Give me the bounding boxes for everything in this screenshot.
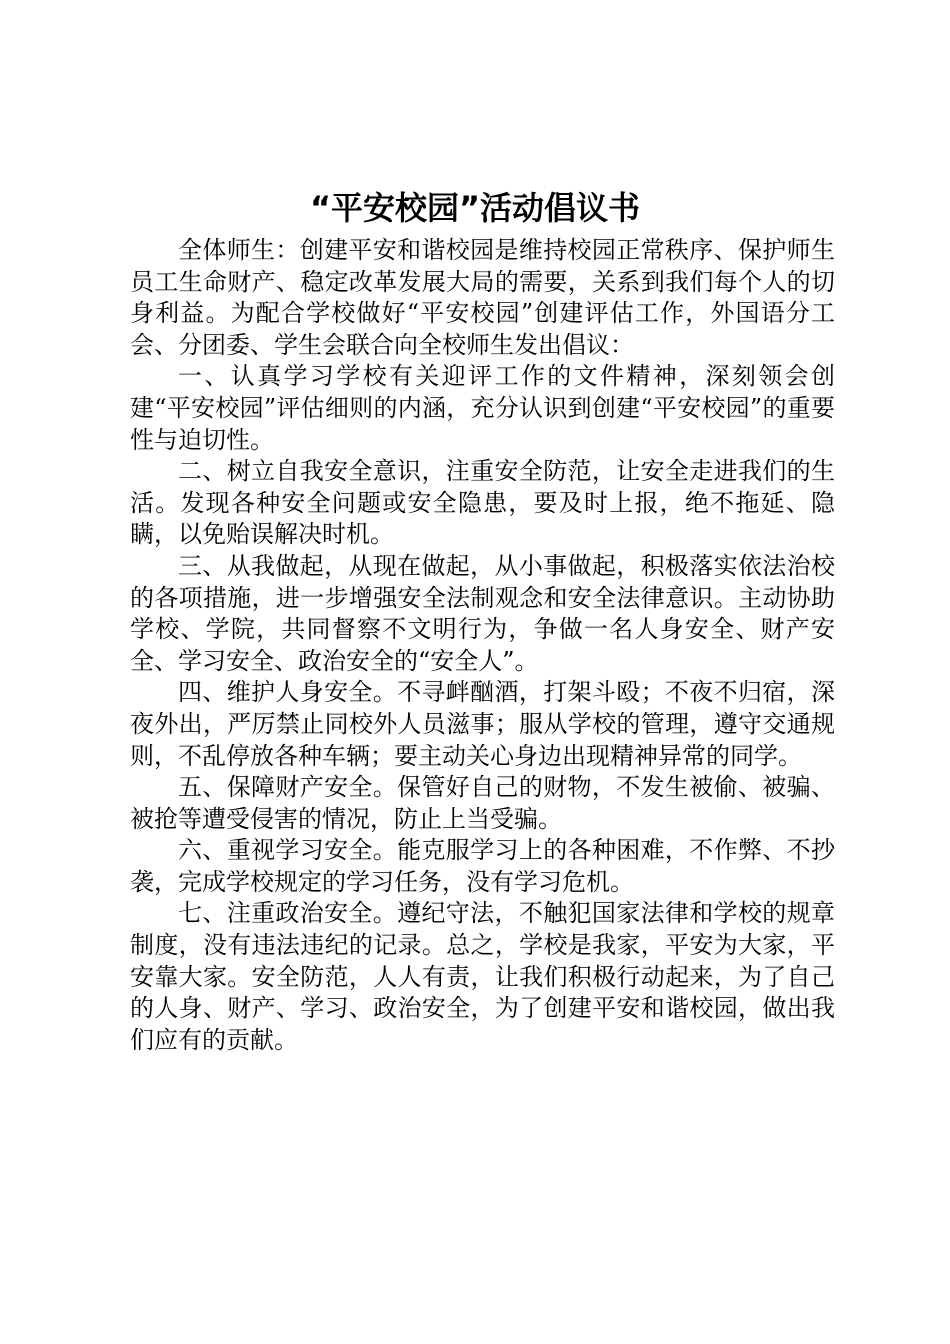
paragraph-item-3: 三、从我做起，从现在做起，从小事做起，积极落实依法治校的各项措施，进一步增强安全法制观念和安全法律意识。主动协助学校、学院，共同督察不文明行为，争做一名人身安全、财产安全、学习安全、政治安全的“安全人”。	[130, 551, 835, 675]
document-body	[130, 235, 835, 1056]
paragraph-item-6: 六、重视学习安全。能克服学习上的各种困难，不作弊、不抄袭，完成学校规定的学习任务，没有学习危机。	[130, 836, 835, 896]
paragraph-intro: 全体师生：创建平安和谐校园是维持校园正常秩序、保护师生员工生命财产、稳定改革发展大局的需要，关系到我们每个人的切身利益。为配合学校做好“平安校园”创建评估工作，外国语分工会、分团委、学生会联合向全校师生发出倡议：	[130, 236, 835, 359]
paragraph-item-5: 五、保障财产安全。保管好自己的财物，不发生被偷、被骗、被抢等遭受侵害的情况，防止上当受骗。	[130, 773, 835, 833]
paragraph-item-4: 四、维护人身安全。不寻衅酗酒，打架斗殴；不夜不归宿，深夜外出，严厉禁止同校外人员滋事；服从学校的管理，遵守交通规则，不乱停放各种车辆；要主动关心身边出现精神异常的同学。	[130, 678, 835, 770]
paragraph-item-2: 二、树立自我安全意识，注重安全防范，让安全走进我们的生活。发现各种安全问题或安全隐患，要及时上报，绝不拖延、隐瞒，以免贻误解决时机。	[130, 457, 835, 549]
document-title: “平安校园”活动倡议书	[309, 189, 641, 227]
paragraph-item-1: 一、认真学习学校有关迎评工作的文件精神，深刻领会创建“平安校园”评估细则的内涵，充分认识到创建“平安校园”的重要性与迫切性。	[130, 362, 835, 454]
paragraph-item-7: 七、注重政治安全。遵纪守法，不触犯国家法律和学校的规章制度，没有违法违纪的记录。总之，学校是我家，平安为大家，平安靠大家。安全防范，人人有责，让我们积极行动起来，为了自己的人身、财产、学习、政治安全，为了创建平安和谐校园，做出我们应有的贡献。	[130, 899, 835, 1054]
